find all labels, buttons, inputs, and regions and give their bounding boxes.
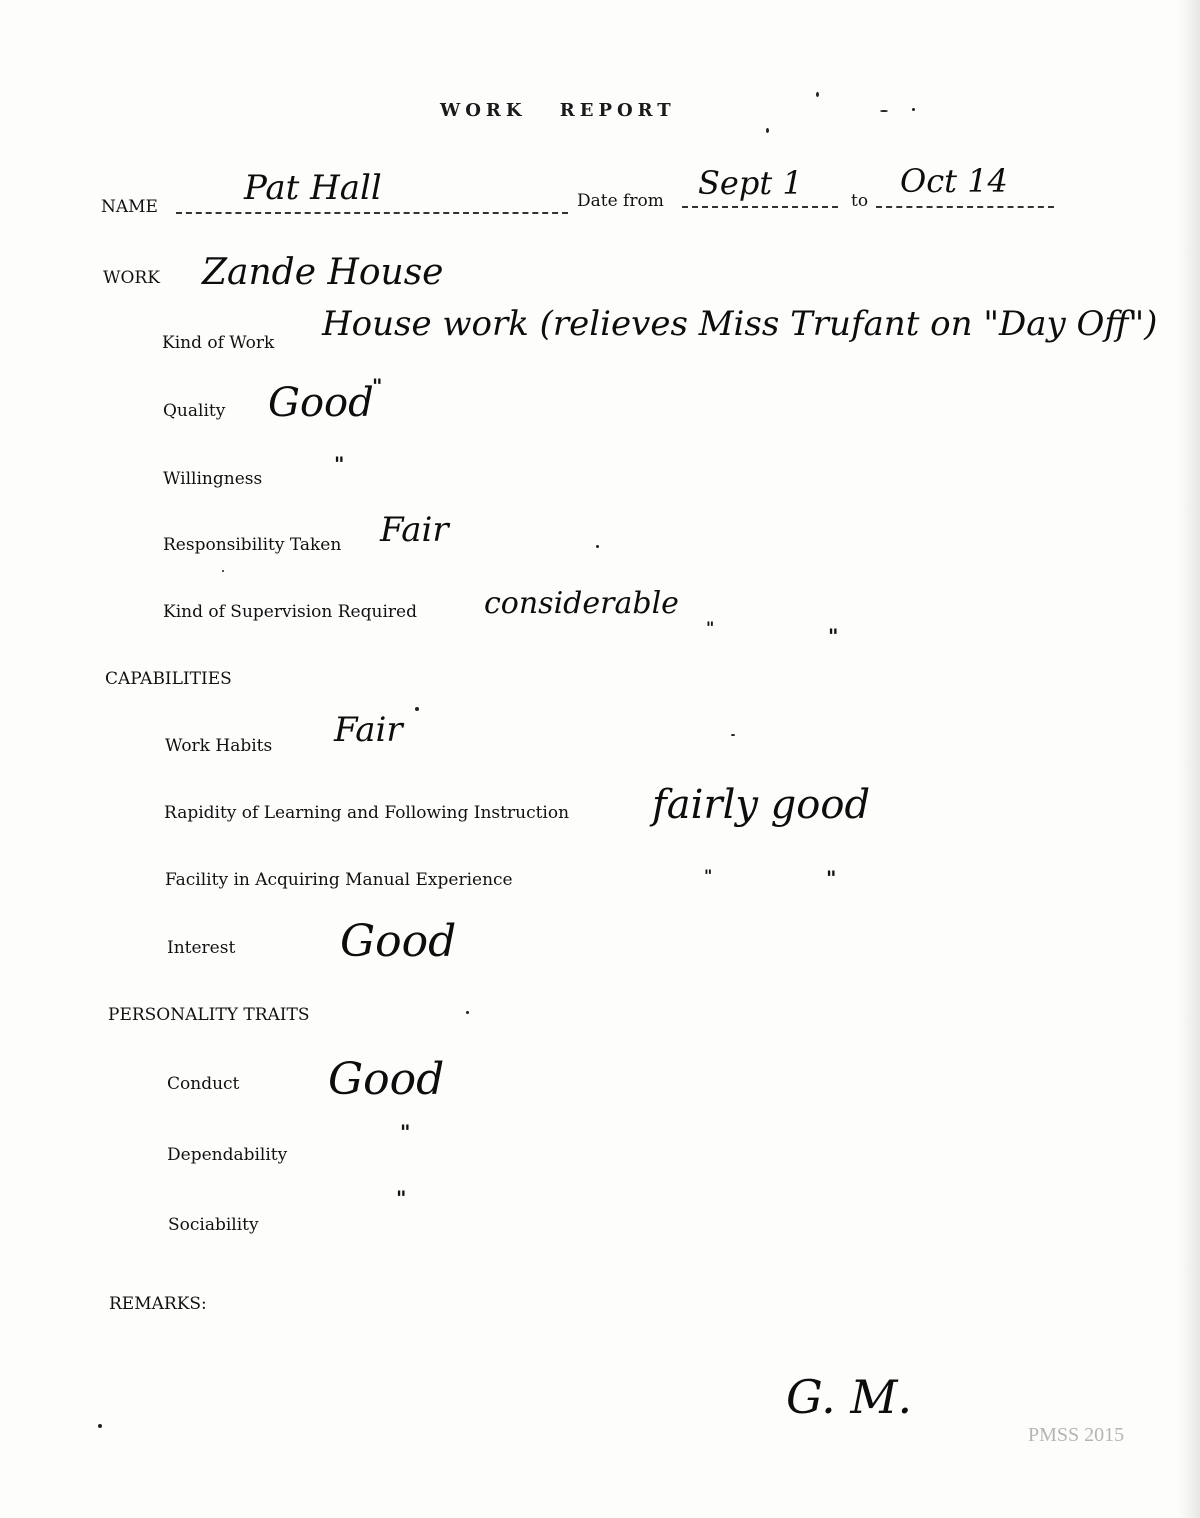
dependability-label: Dependability bbox=[167, 1145, 288, 1165]
sociability-value: " bbox=[396, 1186, 407, 1210]
kind-of-work-label: Kind of Work bbox=[162, 333, 275, 353]
kind-of-work-value: House work (relieves Miss Trufant on "Day Off") bbox=[322, 304, 1158, 344]
date-from-value: Sept 1 bbox=[698, 164, 803, 202]
rapidity-label: Rapidity of Learning and Following Instruction bbox=[164, 803, 570, 823]
conduct-label: Conduct bbox=[167, 1074, 240, 1094]
to-label: to bbox=[851, 191, 869, 211]
date-to-value: Oct 14 bbox=[900, 162, 1008, 200]
supervision-ditto-b: " bbox=[828, 624, 839, 648]
interest-value: Good bbox=[340, 916, 457, 967]
speck bbox=[466, 1011, 469, 1014]
speck bbox=[222, 570, 224, 572]
speck bbox=[766, 128, 769, 133]
name-value: Pat Hall bbox=[244, 168, 382, 208]
responsibility-label: Responsibility Taken bbox=[163, 535, 342, 555]
facility-ditto-a: " bbox=[704, 866, 713, 885]
date-to-line bbox=[876, 206, 1054, 208]
date-from-line bbox=[682, 206, 838, 208]
rapidity-value: fairly good bbox=[652, 782, 871, 828]
quality-ditto: " bbox=[372, 374, 383, 398]
date-from-label: Date from bbox=[577, 191, 664, 211]
willingness-value: " bbox=[334, 452, 345, 476]
speck bbox=[880, 110, 888, 112]
speck bbox=[816, 92, 819, 97]
signature-initials: G. M. bbox=[786, 1370, 913, 1424]
dependability-value: " bbox=[400, 1120, 411, 1144]
speck bbox=[731, 734, 735, 736]
speck bbox=[912, 108, 915, 111]
personality-heading: PERSONALITY TRAITS bbox=[108, 1005, 310, 1025]
responsibility-value: Fair bbox=[380, 510, 449, 550]
page-edge-shadow bbox=[1178, 0, 1200, 1518]
speck bbox=[98, 1424, 102, 1428]
speck bbox=[596, 545, 599, 548]
form-title: WORK REPORT bbox=[440, 100, 676, 121]
conduct-value: Good bbox=[328, 1054, 445, 1105]
facility-label: Facility in Acquiring Manual Experience bbox=[165, 870, 513, 890]
quality-label: Quality bbox=[163, 401, 226, 421]
name-label: NAME bbox=[101, 197, 158, 217]
work-habits-value: Fair bbox=[334, 710, 403, 750]
work-value: Zande House bbox=[202, 252, 444, 293]
work-habits-label: Work Habits bbox=[165, 736, 273, 756]
work-label: WORK bbox=[103, 268, 160, 288]
sociability-label: Sociability bbox=[168, 1215, 259, 1235]
quality-value: Good bbox=[268, 380, 374, 426]
supervision-label: Kind of Supervision Required bbox=[163, 602, 417, 622]
willingness-label: Willingness bbox=[163, 469, 263, 489]
facility-ditto-b: " bbox=[826, 866, 837, 890]
supervision-ditto-a: " bbox=[706, 618, 715, 637]
capabilities-heading: CAPABILITIES bbox=[105, 669, 232, 689]
pmss-watermark: PMSS 2015 bbox=[1028, 1424, 1125, 1446]
name-line bbox=[176, 212, 568, 214]
interest-label: Interest bbox=[167, 938, 236, 958]
remarks-label: REMARKS: bbox=[109, 1294, 207, 1314]
supervision-value: considerable bbox=[484, 586, 679, 621]
speck bbox=[415, 707, 419, 711]
